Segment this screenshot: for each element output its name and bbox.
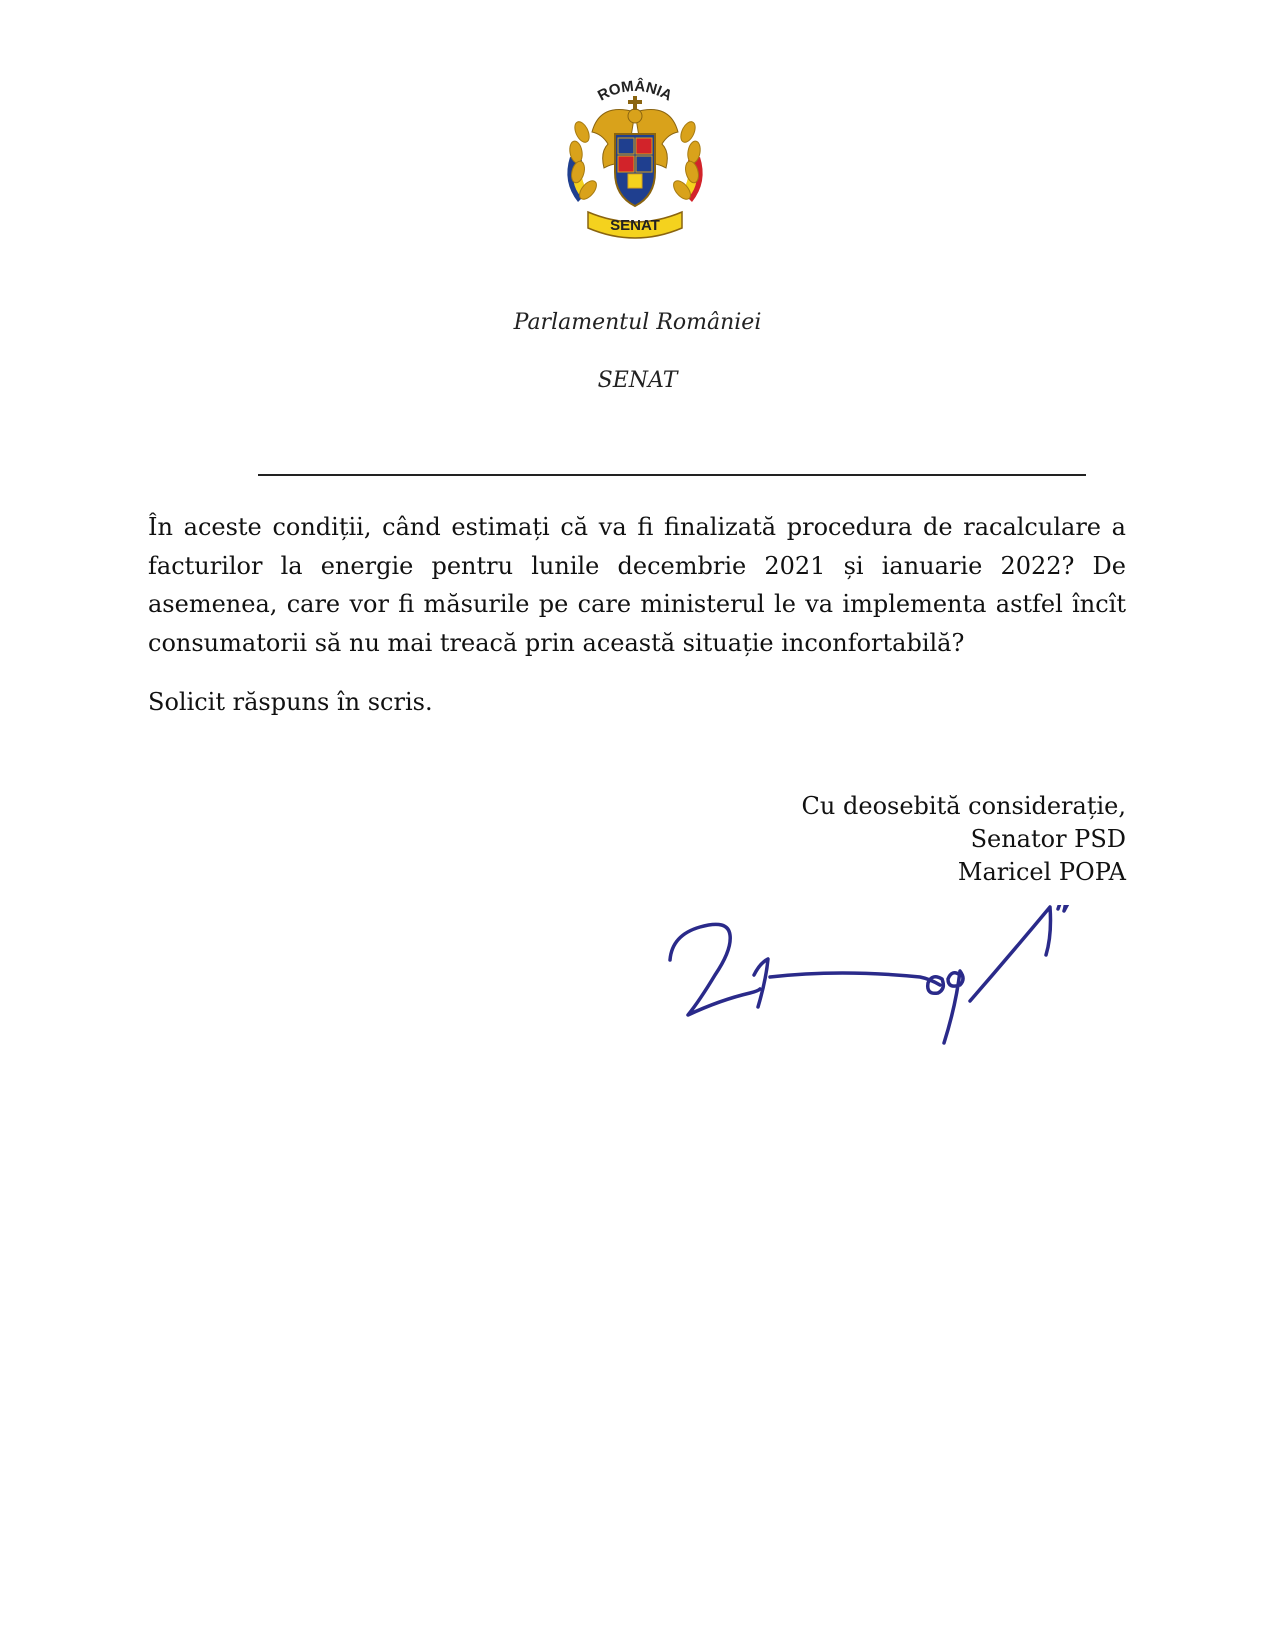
request-paragraph: Solicit răspuns în scris.: [148, 688, 433, 716]
handwritten-signature: [660, 905, 1120, 1095]
separator-line: [258, 474, 1086, 476]
closing-block: [802, 790, 1126, 889]
header-parliament: Parlamentul României: [513, 310, 762, 335]
closing-title: Senator PSD: [970, 825, 1126, 853]
seal-bottom-text: SENAT: [610, 217, 660, 234]
question-paragraph: În aceste condiții, când estimați că va fi finalizată procedura de racalculare a facturilor la energie pentru lunile decembrie 2021 și ianuarie 2022? De asemenea, care vor fi măsurile pe care ministerul le va implementa astfel încît consumatorii să nu mai treacă prin această situație inconfortabilă?: [148, 513, 1126, 657]
senate-seal-logo: [560, 72, 710, 242]
closing-name: Maricel POPA: [957, 858, 1126, 886]
closing-salutation: Cu deosebită considerație,: [801, 792, 1126, 820]
seal-top-text: ROMÂNIA: [595, 77, 675, 105]
header-senate: SENAT: [597, 368, 678, 393]
